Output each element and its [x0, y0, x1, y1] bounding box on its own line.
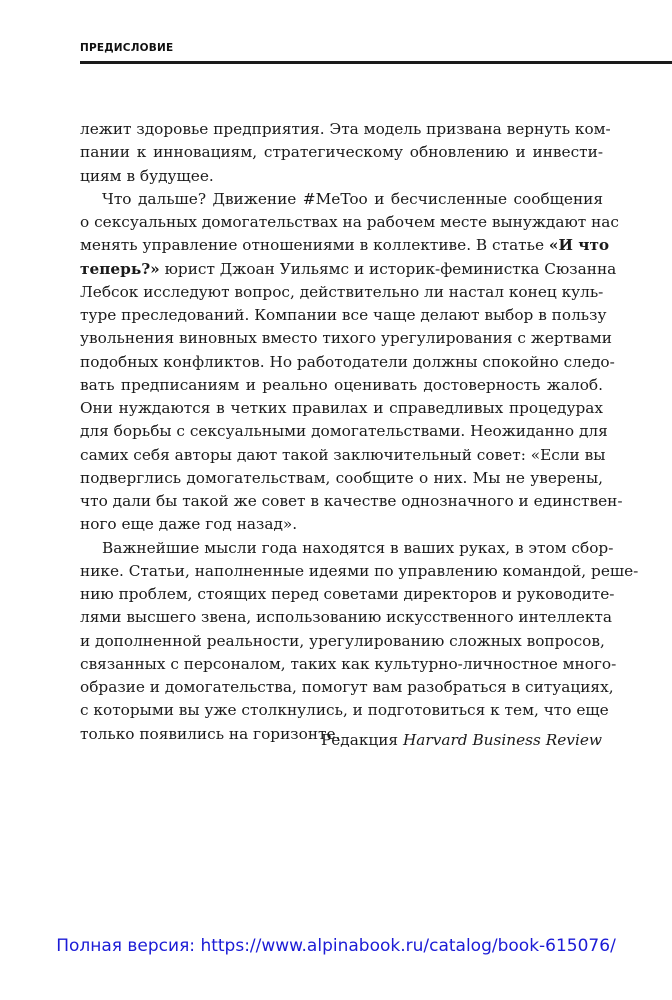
body-line [80, 258, 617, 281]
body-line: Важнейшие мысли года находятся в ваших руках, в этом сбор- [102, 538, 614, 557]
body-line: пании к инновациям, стратегическому обновлению и инвести- [80, 143, 603, 162]
editorial-signature [321, 731, 602, 749]
body-line: с которыми вы уже столкнулись, и подготовиться к тем, что еще [80, 701, 609, 720]
body-line: лежит здоровье предприятия. Эта модель призвана вернуть ком- [80, 120, 611, 138]
running-header-section-title: ПРЕДИСЛОВИЕ [80, 42, 174, 54]
publication-name: Harvard Business Review [402, 731, 602, 749]
body-line: о сексуальных домогательствах на рабочем месте вынуждают нас [80, 213, 619, 231]
header-rule-divider [80, 61, 672, 64]
body-line: Лебсок исследуют вопрос, действительно ли настал конец куль- [80, 282, 604, 301]
body-line: для борьбы с сексуальными домогательствами. Неожиданно для [80, 422, 608, 441]
body-line: и дополненной реальности, урегулированию сложных вопросов, [80, 631, 605, 650]
body-line: самих себя авторы дают такой заключительный совет: «Если вы [80, 445, 606, 464]
body-line: что дали бы такой же совет в качестве однозначного и единствен- [80, 492, 623, 510]
body-line: подверглись домогательствам, сообщите о них. Мы не уверены, [80, 468, 603, 487]
body-line: лями высшего звена, использованию искусственного интеллекта [80, 608, 612, 627]
body-line: нию проблем, стоящих перед советами директоров и руководите- [80, 585, 615, 603]
body-line: связанных с персоналом, таких как культурно-личностное много- [80, 654, 617, 673]
article-title-bold: теперь?» [80, 259, 160, 278]
body-line [80, 234, 610, 257]
body-line: ного еще даже год назад». [80, 515, 298, 534]
body-line: туре преследований. Компании все чаще делают выбор в пользу [80, 306, 607, 324]
full-version-link[interactable]: Полная версия: https://www.alpinabook.ru/catalog/book-615076/ [56, 936, 616, 956]
body-line: вать предписаниям и реально оценивать достоверность жалоб. [80, 375, 603, 394]
body-line: Что дальше? Движение #MeToo и бесчисленные сообщения [102, 189, 603, 208]
article-title-bold: «И что [548, 236, 610, 255]
body-line: образие и домогательства, помогут вам разобраться в ситуациях, [80, 678, 614, 696]
body-line: только появились на горизонте. [80, 724, 341, 743]
body-text [80, 118, 639, 746]
body-line: увольнения виновных вместо тихого урегулирования с жертвами [80, 329, 612, 348]
body-line: подобных конфликтов. Но работодатели должны спокойно следо- [80, 352, 615, 371]
body-line: нике. Статьи, наполненные идеями по управлению командой, реше- [80, 561, 639, 580]
body-text-run: юрист Джоан Уильямс и историк-феминистка Сюзанна [159, 259, 617, 278]
body-line: Они нуждаются в четких правилах и справедливых процедурах [80, 399, 603, 417]
body-text-run: менять управление отношениями в коллективе. В статье [80, 236, 549, 255]
body-line: циям в будущее. [80, 166, 214, 185]
signature-prefix: Редакция [320, 731, 403, 749]
